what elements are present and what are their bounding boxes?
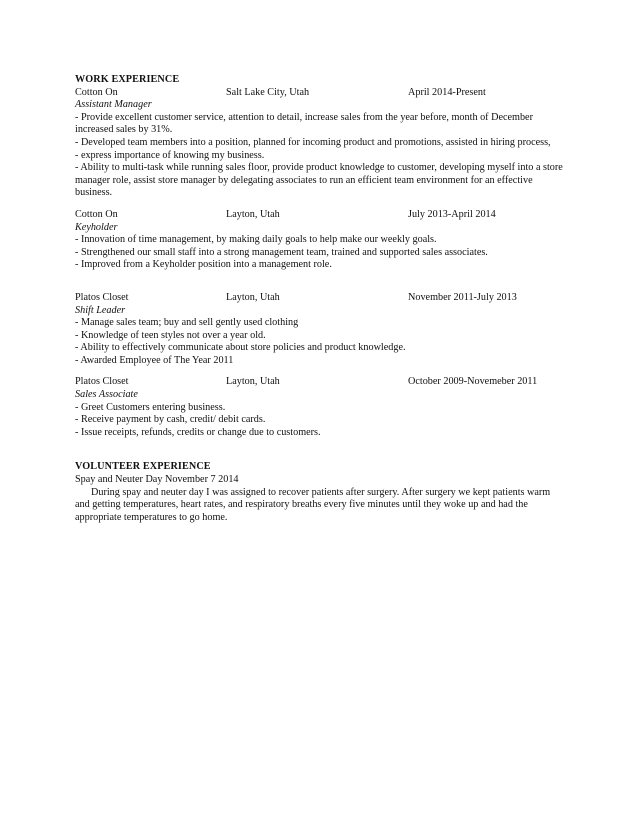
job-dates: April 2014-Present <box>408 86 486 98</box>
volunteer-event: Spay and Neuter Day November 7 2014 <box>75 474 239 486</box>
job-header <box>75 209 565 222</box>
job-header <box>75 87 565 100</box>
job-company: Cotton On <box>75 208 118 220</box>
job-bullet: - Greet Customers entering business. <box>75 401 226 413</box>
job-bullet: - express importance of knowing my business. <box>75 149 265 161</box>
job-header <box>75 376 565 389</box>
job-bullet: - Awarded Employee of The Year 2011 <box>75 354 234 366</box>
job-role: Assistant Manager <box>75 99 152 111</box>
volunteer-experience-heading: VOLUNTEER EXPERIENCE <box>75 461 211 473</box>
job-company: Platos Closet <box>75 376 129 388</box>
job-location: Salt Lake City, Utah <box>226 86 310 98</box>
job-bullet: - Issue receipts, refunds, credits or change due to customers. <box>75 426 321 438</box>
job-bullet: - Manage sales team; buy and sell gently used clothing <box>75 317 299 329</box>
job-bullet: - Knowledge of teen styles not over a year old. <box>75 329 266 341</box>
job-entry <box>75 376 565 439</box>
job-header <box>75 292 565 305</box>
job-dates: November 2011-July 2013 <box>408 291 517 303</box>
volunteer-description: During spay and neuter day I was assigned to recover patients after surgery. After surgery we kept patients warm and getting temperatures, heart rates, and respiratory breaths every five minutes until they woke up and had the appropriate temperatures to go home. <box>75 486 551 523</box>
job-role: Shift Leader <box>75 304 126 316</box>
job-bullet: - Ability to multi-task while running sales floor, provide product knowledge to customer, developing myself into a store manager role, assist store manager by delegating associates to run an efficient team environment for an effective business. <box>75 162 563 199</box>
job-company: Platos Closet <box>75 291 129 303</box>
job-bullet: - Receive payment by cash, credit/ debit cards. <box>75 414 266 426</box>
work-experience-heading: WORK EXPERIENCE <box>75 74 180 85</box>
job-entry <box>75 87 565 200</box>
job-role: Keyholder <box>75 221 118 233</box>
job-dates: July 2013-April 2014 <box>408 208 496 220</box>
job-role: Sales Associate <box>75 389 138 401</box>
job-bullet: - Ability to effectively communicate about store policies and product knowledge. <box>75 342 406 354</box>
job-dates: October 2009-Novemeber 2011 <box>408 376 538 388</box>
job-bullet: - Developed team members into a position, planned for incoming product and promotions, assisted in hiring process, <box>75 136 551 148</box>
resume-page <box>75 74 565 524</box>
job-bullet: - Innovation of time management, by making daily goals to help make our weekly goals. <box>75 234 437 246</box>
job-company: Cotton On <box>75 86 118 98</box>
job-location: Layton, Utah <box>226 376 280 388</box>
job-bullet: - Strengthened our small staff into a strong management team, trained and supported sales associates. <box>75 246 488 258</box>
job-bullet: - Improved from a Keyholder position into a management role. <box>75 259 332 271</box>
job-location: Layton, Utah <box>226 291 280 303</box>
job-location: Layton, Utah <box>226 208 280 220</box>
job-entry <box>75 292 565 368</box>
job-entry <box>75 209 565 272</box>
job-bullet: - Provide excellent customer service, attention to detail, increase sales from the year before, month of December increased sales by 31%. <box>75 111 533 136</box>
